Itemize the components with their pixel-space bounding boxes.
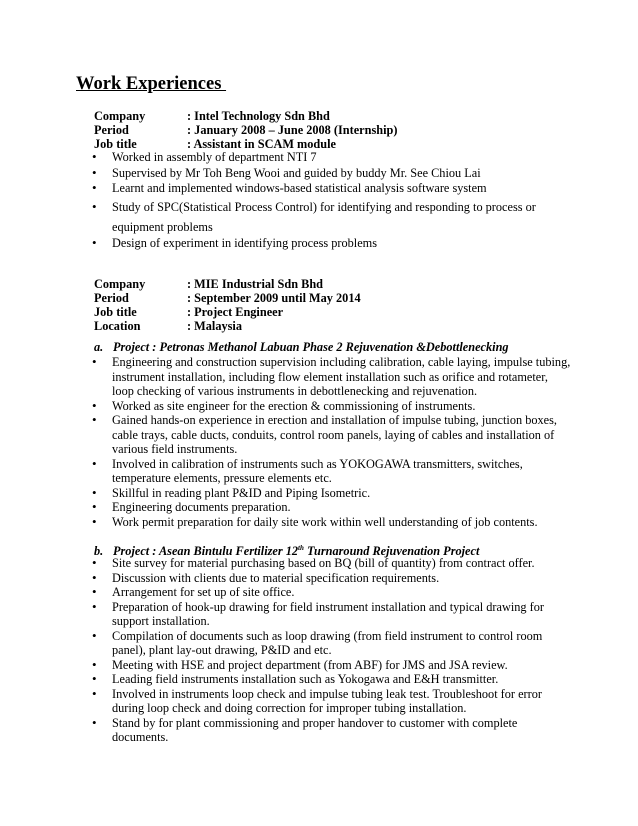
job2-title-row [94, 305, 361, 319]
field-value: : Assistant in SCAM module [187, 137, 336, 151]
field-key: Location [94, 319, 141, 333]
project-a-title [94, 340, 509, 354]
field-key: Period [94, 291, 129, 305]
list-item: • Leading field instruments installation such as Yokogawa and E&H transmitter. [92, 672, 572, 687]
job2-location-row [94, 319, 361, 333]
project-title-pre: Project : Asean Bintulu Fertilizer 12 [113, 544, 299, 558]
project-label: b. [94, 544, 104, 558]
job2-period-row [94, 291, 361, 305]
job1-title-row [94, 137, 397, 151]
section-heading: Work Experiences [76, 74, 227, 94]
list-item: • Engineering documents preparation. [92, 500, 572, 515]
list-item: • Compilation of documents such as loop drawing (from field instrument to control room panel), plant lay-out drawing, P&ID and etc. [92, 629, 572, 658]
list-item: • Preparation of hook-up drawing for field instrument installation and typical drawing for support installation. [92, 600, 572, 629]
list-item: • Arrangement for set up of site office. [92, 585, 572, 600]
list-item: • Involved in calibration of instruments such as YOKOGAWA transmitters, switches, temperature elements, pressure elements etc. [92, 457, 572, 486]
list-item: • Worked as site engineer for the erection & commissioning of instruments. [92, 399, 572, 414]
list-item: • Stand by for plant commissioning and proper handover to customer with complete documents. [92, 716, 572, 745]
field-value: : Malaysia [187, 319, 242, 333]
project-a-bullet-list [92, 355, 572, 529]
list-item: • Meeting with HSE and project department (from ABF) for JMS and JSA review. [92, 658, 572, 673]
list-item: • Worked in assembly of department NTI 7 [92, 150, 564, 165]
job2-details [94, 277, 361, 333]
list-item: • Design of experiment in identifying process problems [92, 236, 572, 251]
list-item: • Work permit preparation for daily site work within well understanding of job contents. [92, 515, 572, 530]
field-key: Company [94, 277, 146, 291]
project-b-bullet-list [92, 556, 572, 745]
field-key: Period [94, 123, 129, 137]
job1-extra-bullet [92, 236, 572, 251]
field-value: : September 2009 until May 2014 [187, 291, 361, 305]
list-item: • Gained hands-on experience in erection and installation of impulse tubing, junction boxes, cable trays, cable ducts, conduits, control room panels, laying of cables and installation of various field instruments. [92, 413, 572, 457]
list-item: • Engineering and construction supervision including calibration, cable laying, impulse tubing, instrument installation, including flow element installation such as orifice and rotameter, loop checking of various instruments in debottlenecking and rejuvenation. [92, 355, 572, 399]
field-value: : MIE Industrial Sdn Bhd [187, 277, 324, 291]
list-item: • Site survey for material purchasing based on BQ (bill of quantity) from contract offer. [92, 556, 572, 571]
list-item: • Supervised by Mr Toh Beng Wooi and guided by buddy Mr. See Chiou Lai [92, 166, 564, 181]
field-value: : Project Engineer [187, 305, 284, 319]
list-item: • Learnt and implemented windows-based statistical analysis software system [92, 181, 564, 196]
job1-period-row [94, 123, 397, 137]
field-key: Job title [94, 305, 137, 319]
project-title-post: Turnaround Rejuvenation Project [303, 544, 480, 558]
list-item: • Involved in instruments loop check and impulse tubing leak test. Troubleshoot for error during loop check and doing correction for improper tubing installation. [92, 687, 572, 716]
list-item: • Discussion with clients due to material specification requirements. [92, 571, 572, 586]
list-item: • Skillful in reading plant P&ID and Piping Isometric. [92, 486, 572, 501]
job1-details [94, 109, 397, 151]
project-title-text: Project : Petronas Methanol Labuan Phase 2 Rejuvenation &Debottlenecking [113, 340, 509, 354]
list-item: • Study of SPC(Statistical Process Control) for identifying and responding to process or equipment problems [92, 197, 564, 237]
project-title-sup: th [298, 544, 304, 552]
field-key: Company [94, 109, 146, 123]
job1-bullet-list [92, 150, 564, 237]
field-value: : January 2008 – June 2008 (Internship) [187, 123, 398, 137]
job2-company-row [94, 277, 361, 291]
project-label: a. [94, 340, 104, 354]
job1-company-row [94, 109, 397, 123]
field-value: : Intel Technology Sdn Bhd [187, 109, 330, 123]
field-key: Job title [94, 137, 137, 151]
